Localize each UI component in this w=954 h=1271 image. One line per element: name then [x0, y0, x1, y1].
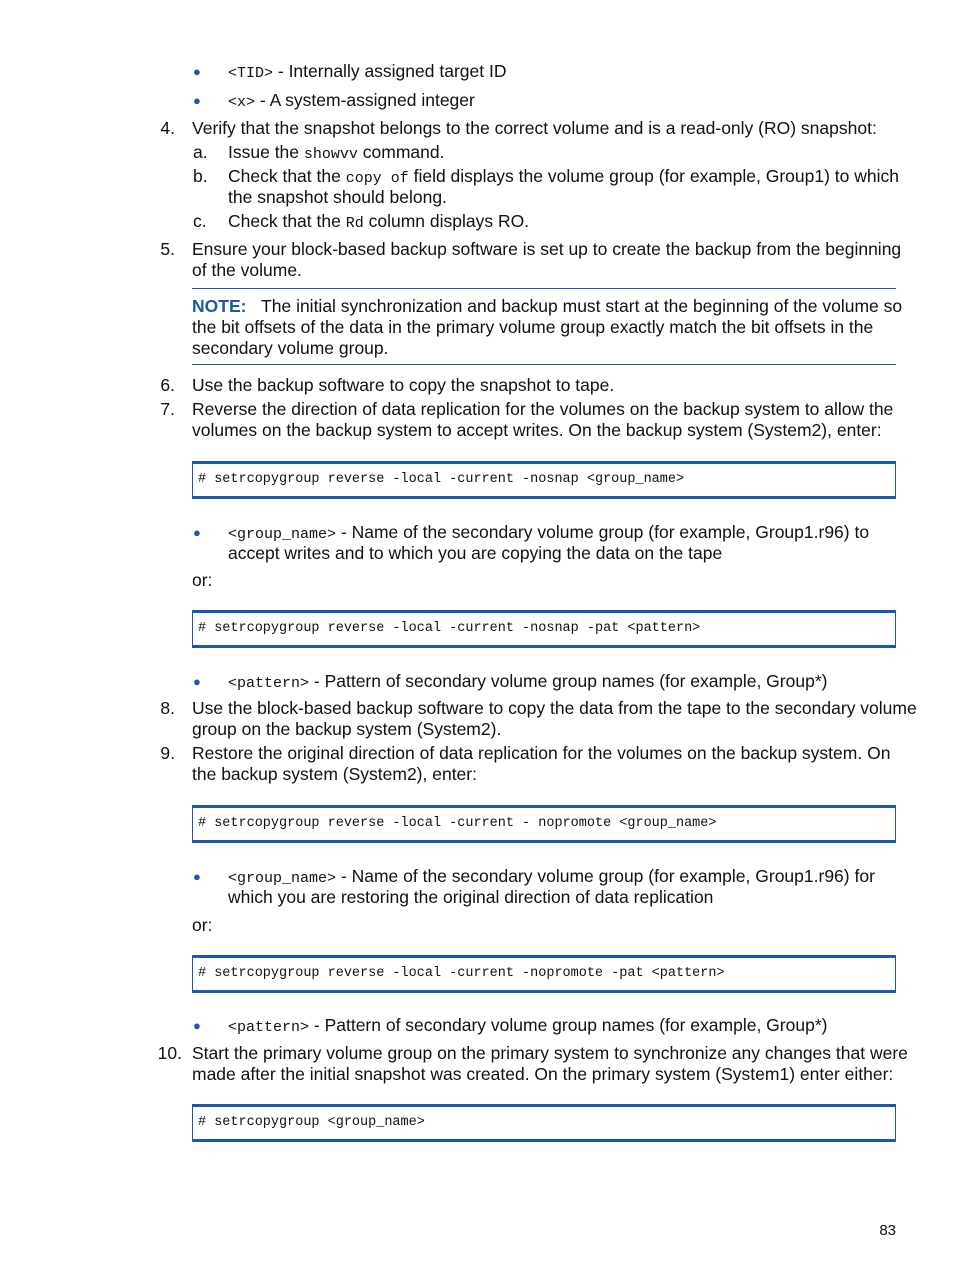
step4-c-text: Check that the Rd column displays RO.: [228, 211, 530, 232]
step-number: 6.: [160, 375, 175, 395]
note-bottom-rule: [192, 364, 896, 365]
step4-b-text: Check that the copy of field displays the volume group (for example, Group1) to which: [228, 166, 899, 187]
code-text: # setrcopygroup <group_name>: [198, 1115, 425, 1130]
code-block: [192, 805, 896, 843]
note-line2: the bit offsets of the data in the primary volume group exactly match the bit offsets in the: [192, 317, 874, 337]
note-line3: secondary volume group.: [192, 338, 389, 358]
step7-line2: volumes on the backup system to accept writes. On the backup system (System2), enter:: [192, 420, 882, 440]
step4-a-text: Issue the showvv command.: [228, 142, 445, 163]
step-number: 5.: [160, 239, 175, 259]
step7-bullet1-line2: accept writes and to which you are copying the data on the tape: [228, 543, 723, 563]
step5-line2: of the volume.: [192, 260, 302, 280]
note-top-rule: [192, 288, 896, 289]
note-label: NOTE:: [192, 296, 247, 316]
code-text: # setrcopygroup reverse -local -current - nopromote <group_name>: [198, 816, 717, 831]
step9-line2: the backup system (System2), enter:: [192, 764, 477, 784]
code-block: [192, 461, 896, 499]
bullet-dot: ●: [193, 525, 201, 540]
or-text: or:: [192, 915, 213, 935]
step7-bullet1: <group_name> - Name of the secondary volume group (for example, Group1.r96) to: [228, 522, 870, 543]
step9-bullet1-line2: which you are restoring the original direction of data replication: [228, 887, 714, 907]
step5-line1: Ensure your block-based backup software is set up to create the backup from the beginning: [192, 239, 902, 259]
step7-line1: Reverse the direction of data replication for the volumes on the backup system to allow the: [192, 399, 894, 419]
step-number: 10.: [157, 1043, 182, 1063]
page-number: 83: [879, 1222, 896, 1239]
step-number: 8.: [160, 698, 175, 718]
step9-bullet1: <group_name> - Name of the secondary volume group (for example, Group1.r96) for: [228, 866, 875, 887]
bullet-x: <x> - A system-assigned integer: [228, 90, 475, 111]
step8-line2: group on the backup system (System2).: [192, 719, 502, 739]
code-block: [192, 1104, 896, 1142]
bullet-tid: <TID> - Internally assigned target ID: [228, 61, 507, 82]
code-text: # setrcopygroup reverse -local -current -nosnap <group_name>: [198, 472, 685, 487]
step-number: 4.: [160, 118, 175, 138]
step4-b-line2: the snapshot should belong.: [228, 187, 447, 207]
step9-line1: Restore the original direction of data replication for the volumes on the backup system. On: [192, 743, 891, 763]
bullet-dot: ●: [193, 869, 201, 884]
bullet-dot: ●: [193, 1018, 201, 1033]
step10-line1: Start the primary volume group on the primary system to synchronize any changes that were: [192, 1043, 908, 1063]
step6-text: Use the backup software to copy the snapshot to tape.: [192, 375, 615, 395]
step4-text: Verify that the snapshot belongs to the correct volume and is a read-only (RO) snapshot:: [192, 118, 877, 138]
step10-line2: made after the initial snapshot was created. On the primary system (System1) enter either:: [192, 1064, 894, 1084]
or-text: or:: [192, 570, 213, 590]
code-text: # setrcopygroup reverse -local -current -nopromote -pat <pattern>: [198, 966, 725, 981]
substep-label: b.: [193, 166, 208, 186]
code-block: [192, 955, 896, 993]
bullet-dot: ●: [193, 64, 201, 79]
step8-line1: Use the block-based backup software to copy the data from the tape to the secondary volume: [192, 698, 917, 718]
step7-bullet2: <pattern> - Pattern of secondary volume group names (for example, Group*): [228, 671, 828, 692]
code-text: # setrcopygroup reverse -local -current -nosnap -pat <pattern>: [198, 621, 701, 636]
code-block: [192, 610, 896, 648]
substep-label: c.: [193, 211, 207, 231]
step9-bullet2: <pattern> - Pattern of secondary volume group names (for example, Group*): [228, 1015, 828, 1036]
bullet-dot: ●: [193, 674, 201, 689]
bullet-dot: ●: [193, 93, 201, 108]
step-number: 9.: [160, 743, 175, 763]
note-line1: NOTE: The initial synchronization and backup must start at the beginning of the volume so: [192, 296, 903, 316]
step-number: 7.: [160, 399, 175, 419]
substep-label: a.: [193, 142, 208, 162]
